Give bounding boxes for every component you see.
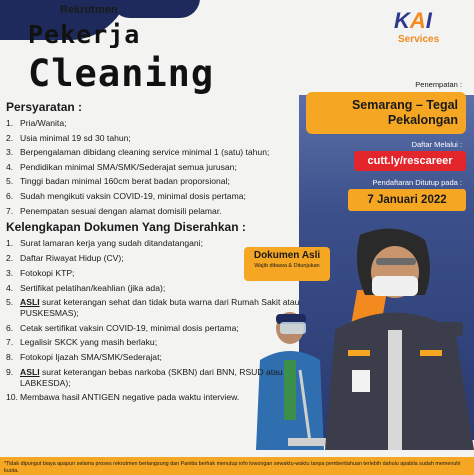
list-item-number: 5. bbox=[6, 297, 14, 308]
rekrutmen-label: Rekrutmen bbox=[60, 4, 118, 16]
list-item bbox=[6, 323, 306, 334]
requirements-list bbox=[6, 118, 306, 216]
list-item bbox=[6, 253, 306, 264]
list-item-text: Daftar Riwayat Hidup (CV); bbox=[20, 252, 124, 263]
register-label: Daftar Melalui : bbox=[411, 140, 462, 149]
list-item-text: Fotokopi KTP; bbox=[20, 267, 75, 278]
list-item-number: 3. bbox=[6, 147, 14, 158]
register-url-box[interactable] bbox=[354, 151, 466, 171]
list-item bbox=[6, 118, 306, 129]
placement-line-2: Pekalongan bbox=[387, 113, 458, 127]
list-item bbox=[6, 352, 306, 363]
requirements-title: Persyaratan : bbox=[6, 100, 83, 114]
list-item-number: 4. bbox=[6, 161, 14, 172]
deadline-date: 7 Januari 2022 bbox=[367, 194, 447, 206]
list-item-number: 5. bbox=[6, 176, 14, 187]
list-item bbox=[6, 337, 306, 348]
list-item bbox=[6, 191, 306, 202]
title-line-2: Cleaning bbox=[28, 52, 215, 95]
list-item-text bbox=[20, 367, 306, 388]
kai-wordmark: KAI bbox=[394, 8, 432, 33]
list-item-number: 8. bbox=[6, 352, 14, 363]
list-item bbox=[6, 367, 306, 388]
list-item-text: Pria/Wanita; bbox=[20, 118, 67, 128]
list-item-number: 2. bbox=[6, 132, 14, 143]
list-item-text: Penempatan sesuai dengan alamat domisili pelamar. bbox=[20, 205, 222, 216]
list-item-number: 3. bbox=[6, 267, 14, 278]
document-badge-subtitle: Wajib dibawa & Ditunjukan bbox=[254, 263, 320, 269]
deadline-box bbox=[348, 189, 466, 211]
list-item bbox=[6, 162, 306, 173]
deadline-label: Pendaftaran Ditutup pada : bbox=[372, 178, 462, 187]
list-item-text: Surat lamaran kerja yang sudah ditandatangani; bbox=[20, 238, 203, 249]
main-content bbox=[6, 100, 306, 407]
list-item-body: surat keterangan sehat dan tidak buta warna dari Rumah Sakit atau PUSKESMAS); bbox=[20, 297, 300, 318]
list-item bbox=[6, 268, 306, 279]
list-item-number: 7. bbox=[6, 337, 14, 348]
list-item bbox=[6, 176, 306, 187]
list-item-text: Legalisir SKCK yang masih berlaku; bbox=[20, 337, 158, 348]
list-item-number: 6. bbox=[6, 322, 14, 333]
list-item-emphasis: ASLI bbox=[20, 297, 40, 308]
placement-label: Penempatan : bbox=[415, 80, 462, 89]
list-item-text: Usia minimal 19 sd 30 tahun; bbox=[20, 132, 131, 143]
list-item-text: Fotokopi Ijazah SMA/SMK/Sederajat; bbox=[20, 352, 162, 363]
documents-title: Kelengkapan Dokumen Yang Diserahkan : bbox=[6, 220, 246, 235]
title-line-1: Pekerja bbox=[28, 20, 141, 49]
list-item bbox=[6, 238, 306, 249]
document-badge-title: Dokumen Asli bbox=[253, 250, 321, 261]
footer-note: *Tidak dipungut biaya apapun selama proses rekrutmen berlangsung dan Panitia berhak menutup info lowongan sewaktu-waktu tanpa pemberitahuan terlebih dahulu apabila sudah memenuhi kuota. bbox=[4, 461, 461, 474]
list-item-text: Sertifikat pelatihan/keahlian (jika ada); bbox=[20, 282, 166, 293]
register-url[interactable]: cutt.ly/rescareer bbox=[367, 155, 453, 167]
services-wordmark: Services bbox=[398, 34, 440, 45]
decoration-top-tab bbox=[110, 0, 200, 18]
list-item bbox=[6, 147, 306, 158]
documents-list bbox=[6, 238, 306, 403]
list-item-number: 10. bbox=[6, 392, 18, 403]
placement-line-1: Semarang – Tegal bbox=[351, 98, 458, 112]
list-item-text bbox=[20, 297, 306, 318]
list-item-number: 7. bbox=[6, 205, 14, 216]
list-item-number: 9. bbox=[6, 367, 14, 377]
kai-services-logo bbox=[394, 8, 460, 52]
list-item bbox=[6, 297, 306, 318]
list-item-number: 6. bbox=[6, 190, 14, 201]
list-item-text: Berpengalaman dibidang cleaning service minimal 1 (satu) tahun; bbox=[20, 147, 270, 158]
list-item-text: Cetak sertifikat vaksin COVID-19, minimal dosis pertama; bbox=[20, 322, 239, 333]
list-item-number: 2. bbox=[6, 252, 14, 263]
list-item-emphasis: ASLI bbox=[20, 367, 40, 377]
list-item-text: Membawa hasil ANTIGEN negative pada waktu interview. bbox=[20, 392, 240, 403]
list-item-text: Tinggi badan minimal 160cm berat badan proporsional; bbox=[20, 176, 230, 187]
list-item-number: 1. bbox=[6, 118, 14, 128]
list-item bbox=[6, 206, 306, 217]
list-item bbox=[6, 133, 306, 144]
main-worker bbox=[325, 229, 474, 450]
list-item-text: Pendidikan minimal SMA/SMK/Sederajat semua jurusan; bbox=[20, 161, 237, 172]
list-item-number: 1. bbox=[6, 238, 14, 249]
placement-box bbox=[306, 92, 466, 134]
list-item bbox=[6, 283, 306, 294]
list-item bbox=[6, 392, 306, 403]
list-item-body: surat keterangan bebas narkoba (SKBN) dari BNN, RSUD atau LABKESDA); bbox=[20, 367, 283, 388]
list-item-text: Sudah mengikuti vaksin COVID-19, minimal dosis pertama; bbox=[20, 190, 246, 201]
list-item-number: 4. bbox=[6, 282, 14, 293]
